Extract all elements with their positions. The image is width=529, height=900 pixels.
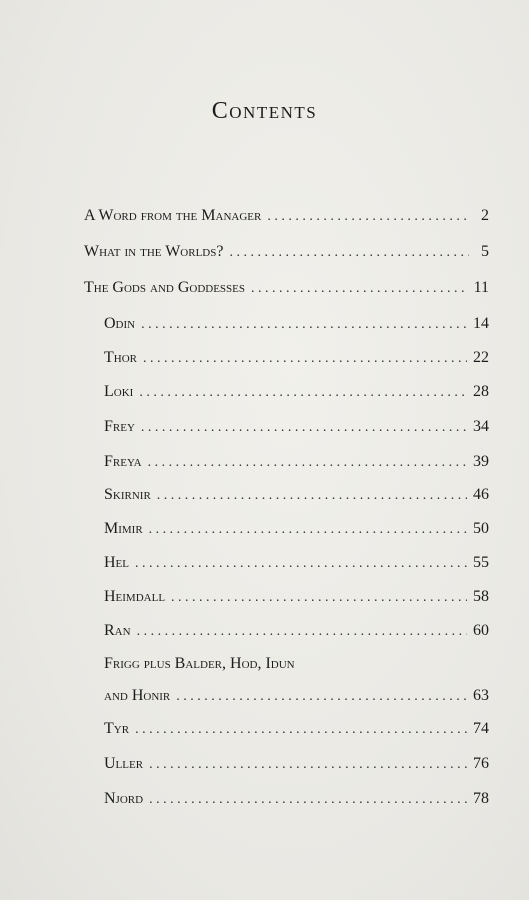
toc-entry-label: Uller: [104, 755, 144, 772]
toc-entry-page: 46: [473, 486, 489, 503]
toc-entry-frey: [104, 418, 489, 436]
toc-entry-ran: [104, 622, 489, 640]
page-title: Contents: [211, 98, 318, 124]
toc-entry-page: 39: [473, 453, 489, 470]
dot-leader: [267, 209, 469, 225]
toc-entry-page: 34: [473, 418, 489, 435]
dot-leader: [176, 689, 467, 705]
toc-entry-page: 58: [473, 588, 489, 605]
toc-entry-loki: [104, 383, 489, 401]
toc-entry-label: Frey: [104, 418, 135, 435]
toc-entry-label: The Gods and Goddesses: [84, 279, 246, 296]
toc-entry-label: Skirnir: [104, 486, 151, 503]
dot-leader: [251, 281, 468, 297]
toc-entry-word-from-manager: [84, 207, 489, 225]
toc-entry-mimir: [104, 520, 489, 538]
toc-entry-njord: [104, 790, 489, 808]
toc-entry-label: What in the Worlds?: [84, 243, 224, 260]
dot-leader: [148, 455, 467, 471]
toc-entry-page: 28: [473, 383, 489, 400]
toc-entry-page: 55: [473, 554, 489, 571]
toc-entry-label: Ran: [104, 622, 131, 639]
toc-entry-label: Njord: [104, 790, 144, 807]
toc-entry-tyr: [104, 720, 489, 738]
dot-leader: [135, 556, 467, 572]
toc-entry-page: 76: [473, 755, 489, 772]
toc-entry-label: Odin: [104, 315, 136, 332]
dot-leader: [143, 351, 467, 367]
toc-entry-heimdall: [104, 588, 489, 606]
toc-entry-page: 2: [481, 207, 489, 224]
dot-leader: [149, 757, 467, 773]
toc-entry-label: and Honir: [104, 687, 171, 704]
toc-entry-freya: [104, 453, 489, 471]
toc-entry-hel: [104, 554, 489, 572]
toc-entry-label: Freya: [104, 453, 142, 470]
toc-entry-label: Thor: [104, 349, 137, 366]
dot-leader: [141, 317, 467, 333]
dot-leader: [149, 792, 467, 808]
toc-entry-thor: [104, 349, 489, 367]
toc-entry-frigg-line2: [104, 687, 489, 705]
dot-leader: [157, 488, 467, 504]
dot-leader: [141, 420, 467, 436]
toc-entry-page: 50: [473, 520, 489, 537]
toc-entry-label: Tyr: [104, 720, 130, 737]
toc-entry-frigg-line1: Frigg plus Balder, Hod, Idun: [104, 655, 295, 672]
toc-entry-page: 78: [473, 790, 489, 807]
toc-entry-gods-goddesses: [84, 279, 489, 297]
toc-entry-page: 11: [473, 279, 489, 296]
toc-entry-odin: [104, 315, 489, 333]
dot-leader: [135, 722, 467, 738]
toc-entry-page: 5: [481, 243, 489, 260]
toc-entry-label: Mimir: [104, 520, 143, 537]
dot-leader: [137, 624, 467, 640]
toc-entry-skirnir: [104, 486, 489, 504]
toc-entry-uller: [104, 755, 489, 773]
toc-entry-label: Hel: [104, 554, 129, 571]
toc-entry-what-in-worlds: [84, 243, 489, 261]
dot-leader: [171, 590, 467, 606]
toc-entry-label: Heimdall: [104, 588, 166, 605]
toc-entry-page: 63: [473, 687, 489, 704]
dot-leader: [139, 385, 467, 401]
toc-entry-page: 22: [473, 349, 489, 366]
dot-leader: [149, 522, 467, 538]
toc-entry-page: 74: [473, 720, 489, 737]
toc-entry-page: 60: [473, 622, 489, 639]
dot-leader: [229, 245, 469, 261]
toc-entry-label: A Word from the Manager: [84, 207, 262, 224]
toc-entry-page: 14: [473, 315, 489, 332]
toc-entry-label: Loki: [104, 383, 134, 400]
